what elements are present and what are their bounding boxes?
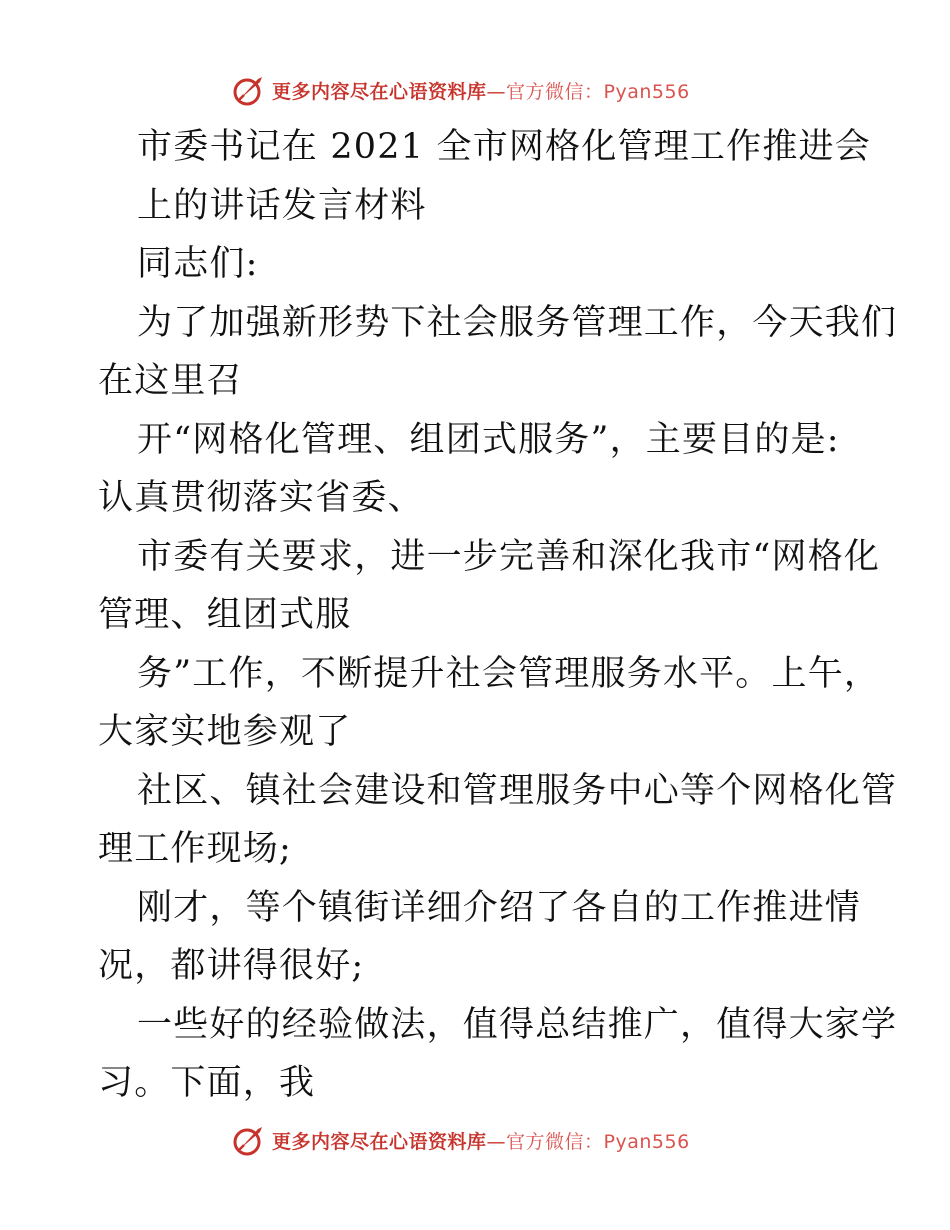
salutation: 同志们: [137,244,259,284]
body-line: 管理、组团式服 [98,595,352,635]
body-line: 社区、镇社会建设和管理服务中心等个网格化管 [137,771,898,811]
title-line-2: 上的讲话发言材料 [137,186,427,226]
body-line: 为了加强新形势下社会服务管理工作，今天我们 [137,303,898,343]
watermark-site: 更多内容尽在心语资料库 [272,80,487,103]
footer-watermark [232,1120,690,1160]
body-line: 市委有关要求，进一步完善和深化我市“网格化 [137,537,881,577]
body-line: 况，都讲得很好; [98,946,365,986]
body-line: 刚才，等个镇街详细介绍了各自的工作推进情 [137,888,862,928]
title-line-1: 市委书记在 2021 全市网格化管理工作推进会 [137,127,871,167]
quill-logo-icon [232,1123,266,1157]
watermark-wechat: 官方微信：Pyan556 [506,1130,690,1153]
watermark-site: 更多内容尽在心语资料库 [272,1130,487,1153]
body-line: 务”工作，不断提升社会管理服务水平。上午， [137,654,881,694]
body-line: 认真贯彻落实省委、 [98,478,424,518]
watermark-dash: — [486,80,507,103]
body-line: 习。下面，我 [98,1063,316,1103]
body-line: 理工作现场; [98,829,292,869]
body-line: 开“网格化管理、组团式服务”，主要目的是: [137,420,840,460]
body-line: 在这里召 [98,361,243,401]
watermark-dash: — [486,1130,507,1153]
watermark-wechat: 官方微信：Pyan556 [506,80,690,103]
body-line: 大家实地参观了 [98,712,352,752]
body-line: 一些好的经验做法，值得总结推广，值得大家学 [137,1005,898,1045]
